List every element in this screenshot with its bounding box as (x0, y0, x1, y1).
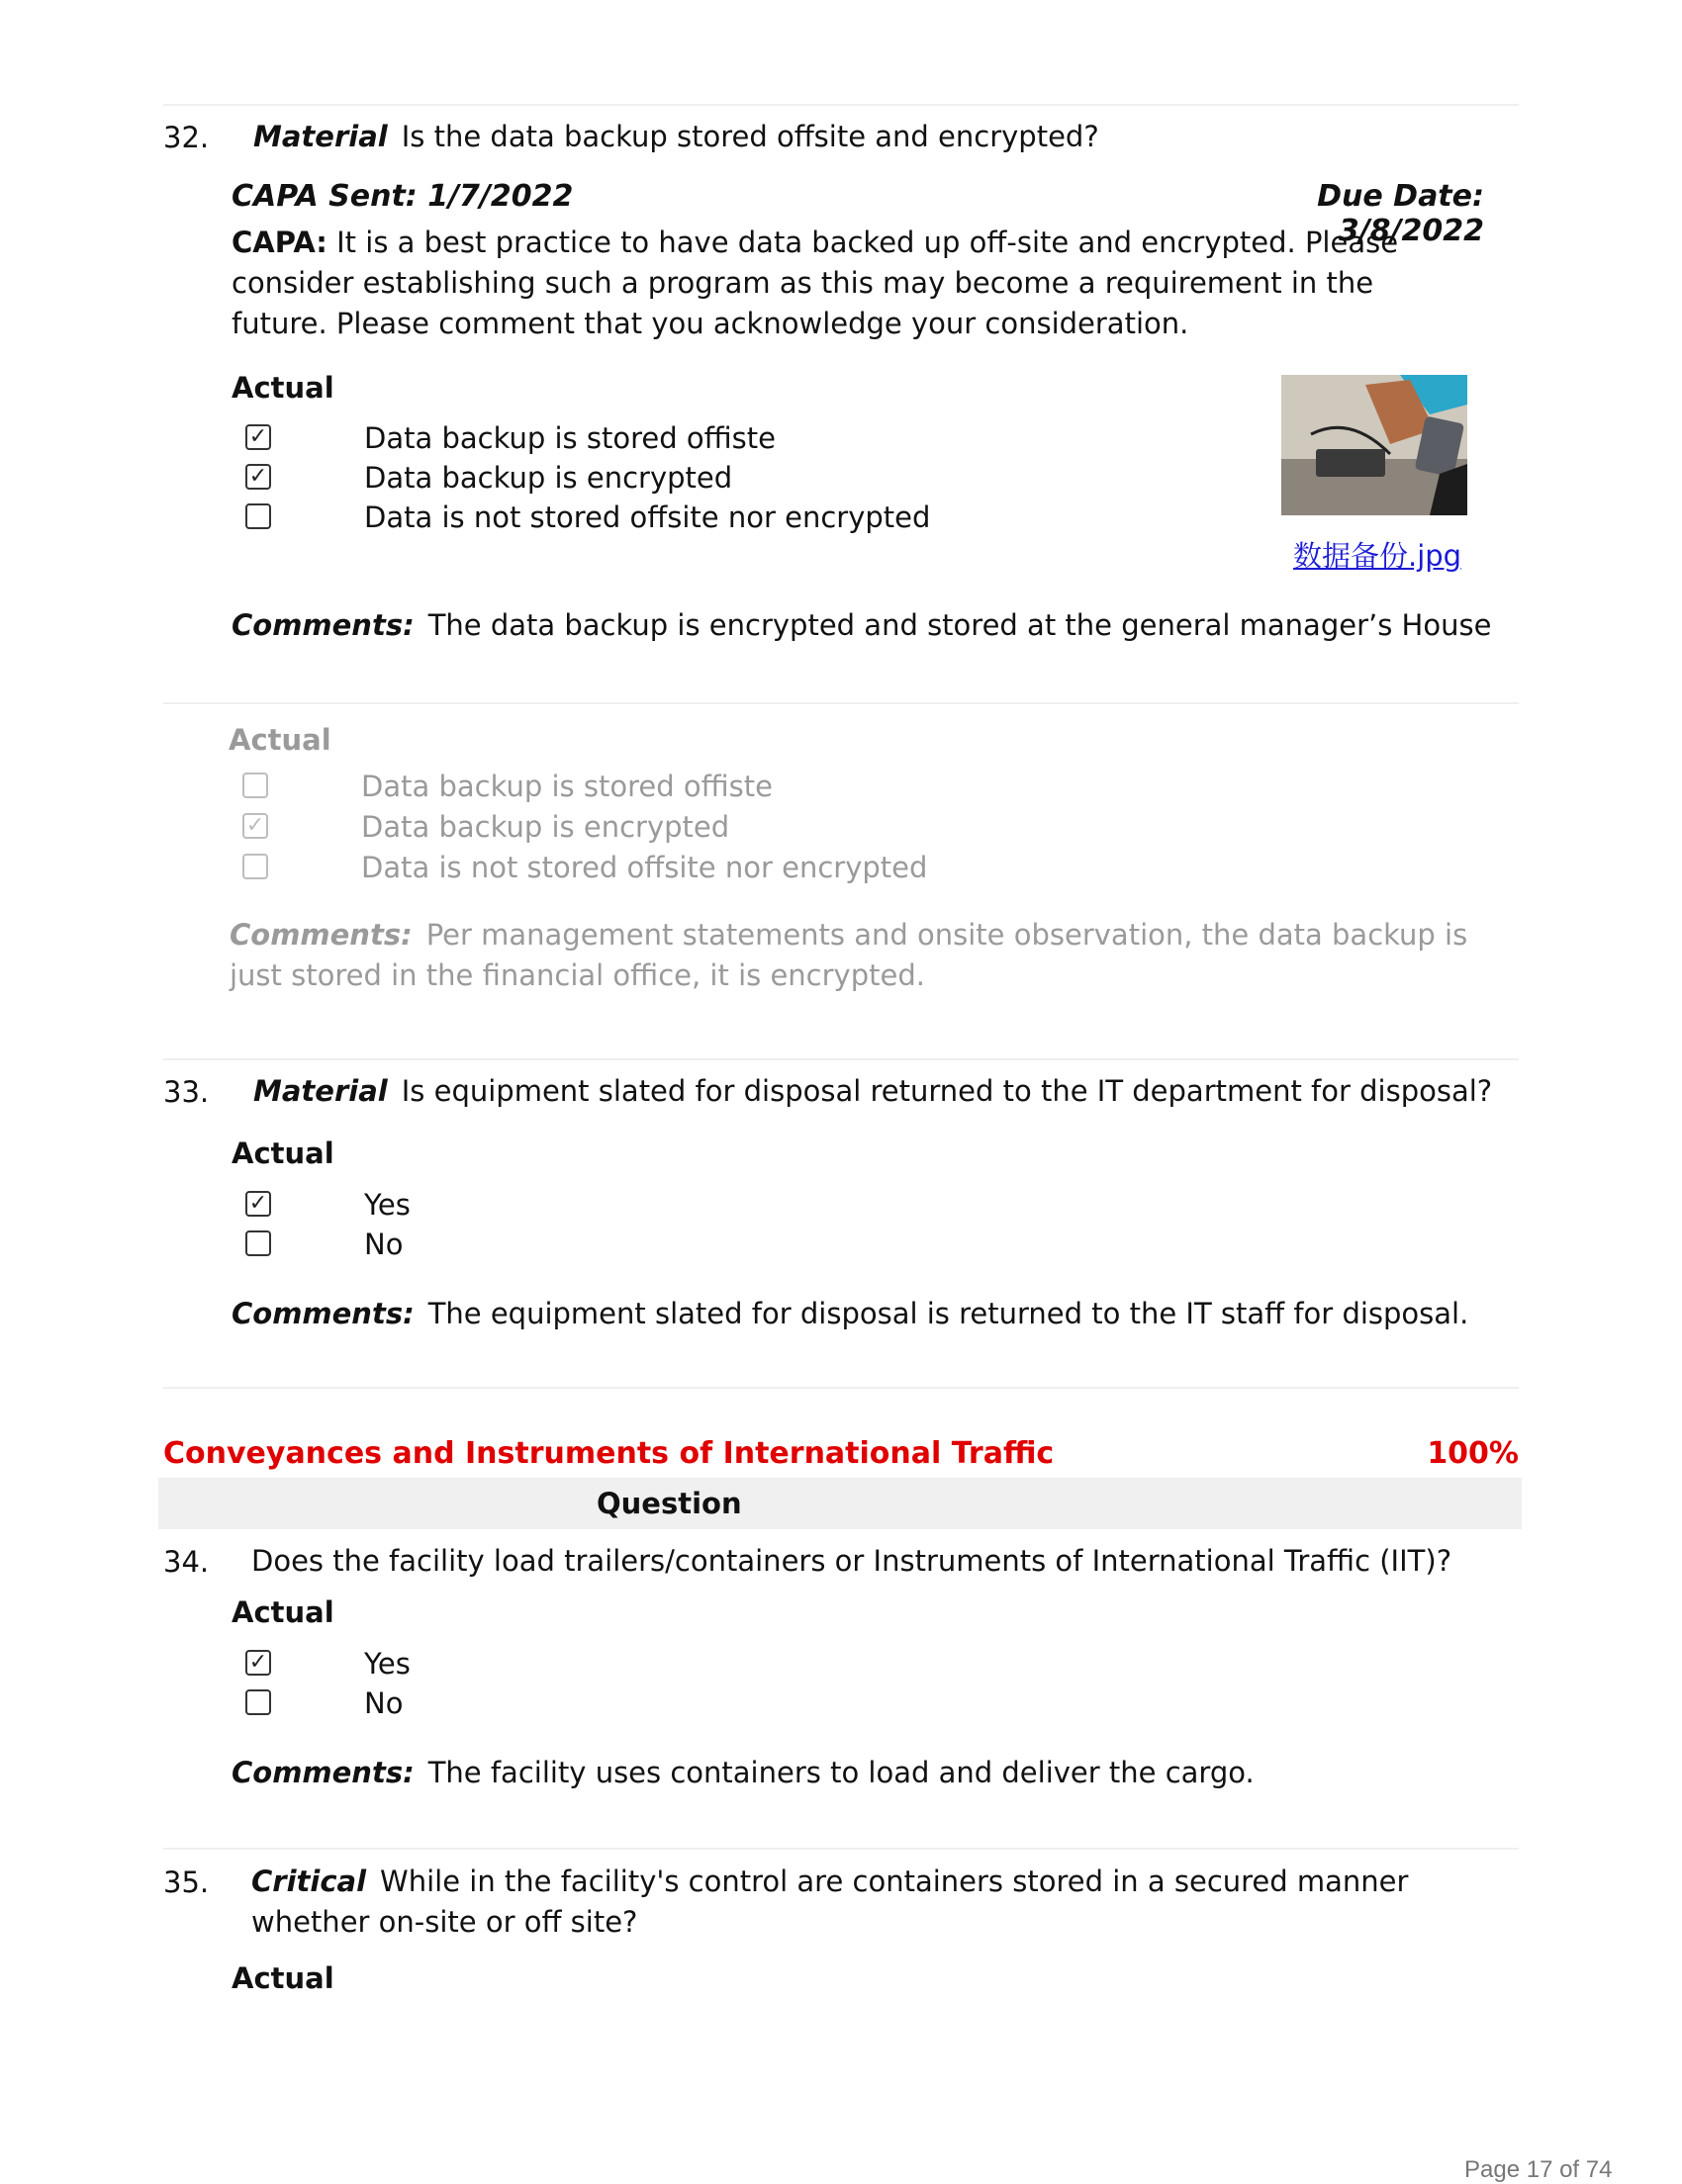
divider (163, 104, 1519, 106)
option-label: No (364, 1228, 404, 1261)
check-icon: ✓ (245, 813, 265, 838)
capa-due-date: Due Date: 3/8/2022 (1317, 179, 1484, 248)
severity-tag: Material (253, 120, 388, 153)
checkbox-checked[interactable] (245, 1191, 271, 1217)
question-number: 34. (163, 1545, 210, 1579)
comments-text: Per management statements and onsite observation, the data backup is just stored in the financial office, it is encrypted. (230, 918, 1468, 992)
question-text (253, 117, 1520, 157)
question-text (251, 1862, 1518, 1943)
section-title: Conveyances and Instruments of International Traffic (163, 1436, 1055, 1471)
attachment-link[interactable]: 数据备份.jpg (1293, 539, 1462, 573)
photo-illustration (1281, 375, 1467, 515)
question-label: Is the data backup stored offsite and encrypted? (401, 120, 1099, 153)
question-number: 33. (163, 1075, 210, 1109)
comments-label: Comments: (232, 608, 415, 642)
question-text (253, 1071, 1520, 1112)
question-number: 35. (163, 1866, 210, 1899)
capa-label: CAPA: (232, 226, 327, 259)
comments-label: Comments: (232, 1297, 415, 1330)
checkbox-checked[interactable] (245, 1650, 271, 1676)
actual-heading: Actual (232, 371, 334, 405)
option-label: Data backup is encrypted (364, 461, 733, 495)
check-icon: ✓ (248, 1191, 268, 1216)
comments-label: Comments: (232, 1756, 415, 1789)
option-label: Yes (364, 1188, 411, 1222)
divider (163, 1058, 1519, 1060)
checkbox-unchecked[interactable] (245, 1230, 271, 1256)
page-number: Page 17 of 74 (1464, 2156, 1613, 2183)
checkbox-checked[interactable] (245, 464, 271, 490)
comments-text: The data backup is encrypted and stored at the general manager’s House (427, 608, 1492, 642)
checkbox-checked[interactable] (245, 424, 271, 450)
question-text: Does the facility load trailers/containers or Instruments of International Traffic (IIT)? (251, 1544, 1452, 1578)
divider (163, 702, 1519, 704)
table-header (158, 1478, 1522, 1529)
severity-tag: Material (253, 1074, 388, 1108)
question-number: 32. (163, 121, 210, 154)
comments (232, 605, 1498, 646)
divider (163, 1848, 1519, 1850)
divider (163, 1387, 1519, 1389)
actual-heading: Actual (232, 1961, 334, 1995)
checkbox-checked (242, 813, 268, 839)
severity-tag: Critical (251, 1865, 367, 1898)
checkbox-unchecked[interactable] (245, 503, 271, 529)
comments-text: The equipment slated for disposal is returned to the IT staff for disposal. (427, 1297, 1469, 1330)
capa-sent-date: CAPA Sent: 1/7/2022 (232, 179, 574, 214)
option-label: Data is not stored offsite nor encrypted (364, 500, 931, 534)
actual-heading: Actual (229, 723, 331, 757)
checkbox-unchecked (242, 773, 268, 798)
option-label: Data is not stored offsite nor encrypted (361, 851, 928, 884)
comments-text: The facility uses containers to load and deliver the cargo. (427, 1756, 1255, 1789)
check-icon: ✓ (248, 1650, 268, 1675)
checkbox-unchecked[interactable] (245, 1689, 271, 1715)
question-label: Is equipment slated for disposal returned to the IT department for disposal? (401, 1074, 1493, 1108)
option-label: Yes (364, 1647, 411, 1681)
column-header-question: Question (597, 1487, 742, 1520)
comments (230, 915, 1496, 996)
comments (232, 1294, 1498, 1334)
actual-heading: Actual (232, 1595, 334, 1629)
option-label: Data backup is encrypted (361, 810, 730, 844)
option-label: Data backup is stored offiste (361, 770, 773, 803)
capa-text (232, 223, 1458, 344)
question-label: While in the facility's control are containers stored in a secured manner whether on-site or off site? (251, 1865, 1409, 1939)
section-score: 100% (1427, 1436, 1519, 1471)
option-label: No (364, 1686, 404, 1720)
checkbox-unchecked (242, 854, 268, 879)
check-icon: ✓ (248, 464, 268, 489)
attachment-thumbnail[interactable] (1281, 375, 1467, 515)
actual-heading: Actual (232, 1137, 334, 1170)
check-icon: ✓ (248, 424, 268, 449)
option-label: Data backup is stored offiste (364, 421, 776, 455)
comments-label: Comments: (230, 918, 413, 952)
comments (232, 1753, 1498, 1793)
capa-body: It is a best practice to have data backed up off-site and encrypted. Please consider establishing such a program as this may become a requirement in the future. Please comment that you acknowledge your consideration. (232, 226, 1399, 340)
